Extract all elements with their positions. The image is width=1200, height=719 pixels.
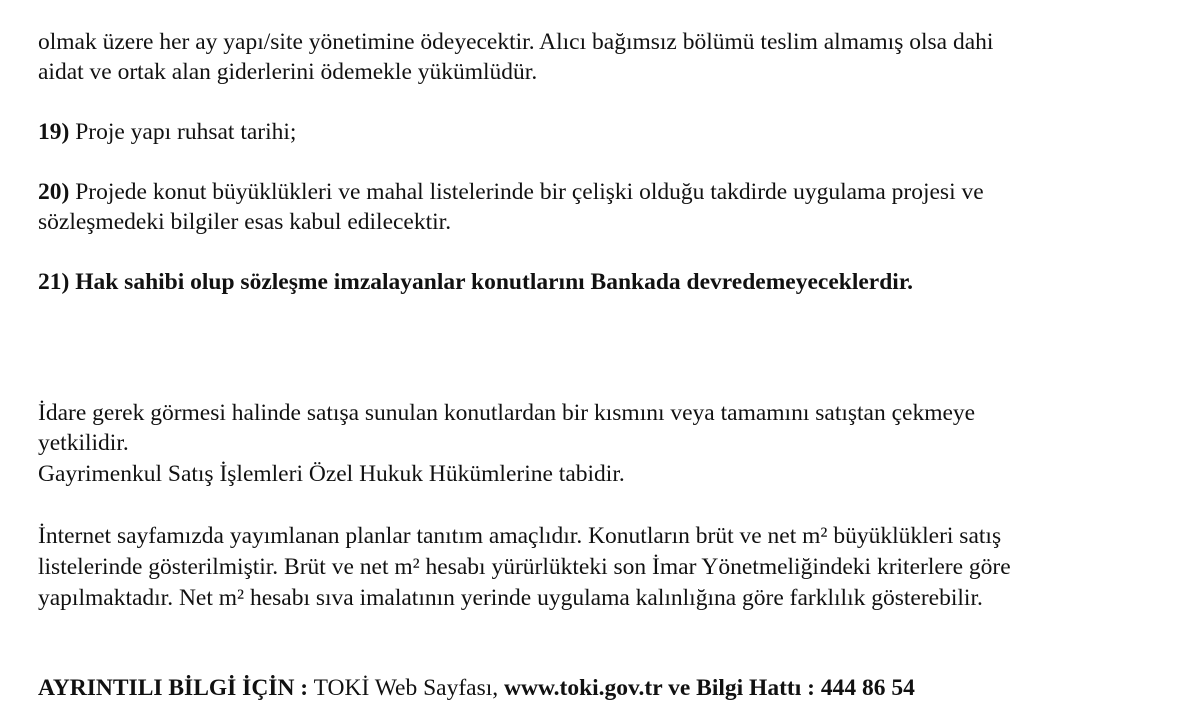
item-21: 21) Hak sahibi olup sözleşme imzalayanlar konutlarını Bankada devredemeyeceklerdir.	[38, 269, 913, 295]
contact-source: TOKİ Web Sayfası,	[308, 675, 505, 701]
item-20-number: 20)	[38, 179, 70, 205]
website-link[interactable]: www.toki.gov.tr	[504, 675, 663, 701]
idare-line-3: Gayrimenkul Satış İşlemleri Özel Hukuk Hükümlerine tabidir.	[38, 461, 625, 487]
item-20-line-2: sözleşmedeki bilgiler esas kabul edilecektir.	[38, 209, 452, 235]
item-20-text: Projede konut büyüklükleri ve mahal listelerinde bir çelişki olduğu takdirde uygulama projesi ve	[69, 179, 984, 205]
idare-line-1: İdare gerek görmesi halinde satışa sunulan konutlardan bir kısmını veya tamamını satıştan çekmeye	[38, 400, 976, 426]
contact-info	[38, 673, 915, 703]
item-19-text: Proje yapı ruhsat tarihi;	[69, 119, 297, 145]
item-19	[38, 117, 296, 147]
internet-line-1: İnternet sayfamızda yayımlanan planlar tanıtım amaçlıdır. Konutların brüt ve net m² büyüklükleri satış	[38, 523, 1002, 549]
contact-label: AYRINTILI BİLGİ İÇİN :	[38, 675, 309, 701]
item-20-line-1	[38, 177, 984, 207]
item-19-number: 19)	[38, 119, 70, 145]
hotline-text: ve Bilgi Hattı : 444 86 54	[662, 675, 915, 701]
internet-line-3: yapılmaktadır. Net m² hesabı sıva imalatının yerinde uygulama kalınlığına göre farklılık gösterebilir.	[38, 585, 983, 611]
intro-line-1: olmak üzere her ay yapı/site yönetimine ödeyecektir. Alıcı bağımsız bölümü teslim almamış olsa dahi	[38, 29, 994, 55]
idare-line-2: yetkilidir.	[38, 430, 129, 456]
internet-line-2: listelerinde gösterilmiştir. Brüt ve net m² hesabı yürürlükteki son İmar Yönetmeliğindeki kriterlere göre	[38, 554, 1011, 580]
intro-line-2: aidat ve ortak alan giderlerini ödemekle yükümlüdür.	[38, 59, 538, 85]
